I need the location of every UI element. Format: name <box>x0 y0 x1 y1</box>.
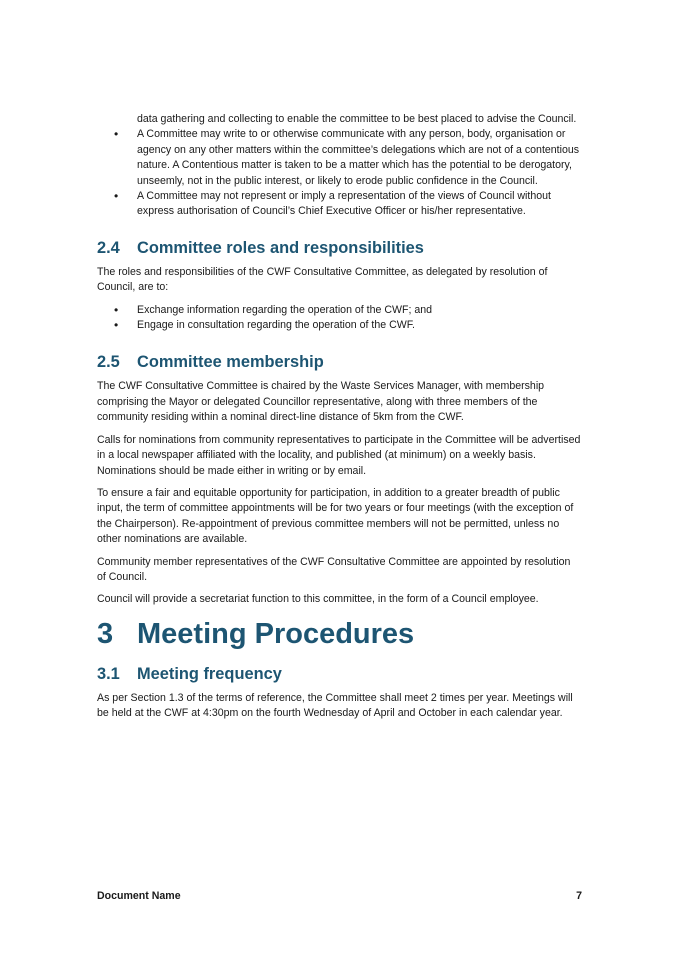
continuation-text: data gathering and collecting to enable the committee to be best placed to advise the Council. <box>137 113 577 125</box>
bullet-item: • Exchange information regarding the operation of the CWF; and <box>97 303 582 318</box>
bullet-item: • Engage in consultation regarding the operation of the CWF. <box>97 318 582 333</box>
paragraph: Council will provide a secretariat function to this committee, in the form of a Council employee. <box>97 593 539 606</box>
section-number: 2.4 <box>97 238 120 257</box>
section-title: Committee roles and responsibilities <box>137 238 424 257</box>
paragraph: Community member representatives of the CWF Consultative Committee are appointed by resolution of Council. <box>97 555 571 583</box>
bullet-item: • A Committee may write to or otherwise communicate with any person, body, organisation or agency on any other matters within the committee’s delegations which are not of a contentious nature. A Contentious matter is taken to be a matter which has the potential to be derogatory, unseemly, not in the public interest, or likely to erode public confidence in the Council. <box>97 127 582 189</box>
paragraph: To ensure a fair and equitable opportunity for participation, in addition to a greater breadth of public input, the term of committee appointments will be for two years or four meetings (with the exception of the Chairperson). Re-appointment of previous committee members will not be permitted, unless no other nominations are available. <box>97 486 574 546</box>
bullet-list-roles <box>97 303 582 334</box>
chapter-number: 3 <box>97 617 114 650</box>
chapter-title: Meeting Procedures <box>137 617 415 650</box>
paragraph: The CWF Consultative Committee is chaired by the Waste Services Manager, with membership comprising the Mayor or delegated Councillor representative, along with three members of the community residing within a nominal direct-line distance of 5km from the CWF. <box>97 380 545 424</box>
footer-page-number: 7 <box>576 890 582 902</box>
bullet-list-delegations <box>97 127 582 219</box>
section-title: Committee membership <box>137 353 324 372</box>
paragraph: As per Section 1.3 of the terms of reference, the Committee shall meet 2 times per year. Meetings will be held at the CWF at 4:30pm on the fourth Wednesday of April and October in each calendar year. <box>97 691 573 720</box>
section-heading-2-4 <box>97 238 582 258</box>
paragraph: The roles and responsibilities of the CWF Consultative Committee, as delegated by resolution of Council, are to: <box>97 265 548 294</box>
page-footer <box>97 889 582 904</box>
footer-document-name: Document Name <box>97 890 181 902</box>
paragraph: Calls for nominations from community representatives to participate in the Committee will be advertised in a local newspaper affiliated with the locality, and published (at minimum) on a weekly basis. Nominations should be made either in writing or by email. <box>97 433 581 477</box>
bullet-item: • A Committee may not represent or imply a representation of the views of Council without express authorisation of Council’s Chief Executive Officer or his/her representative. <box>97 189 582 220</box>
section-title: Meeting frequency <box>137 664 282 683</box>
chapter-heading-3 <box>97 616 582 652</box>
section-heading-3-1 <box>97 664 582 684</box>
page-content <box>97 112 582 729</box>
section-number: 3.1 <box>97 664 120 683</box>
section-heading-2-5 <box>97 352 582 372</box>
section-number: 2.5 <box>97 353 120 372</box>
